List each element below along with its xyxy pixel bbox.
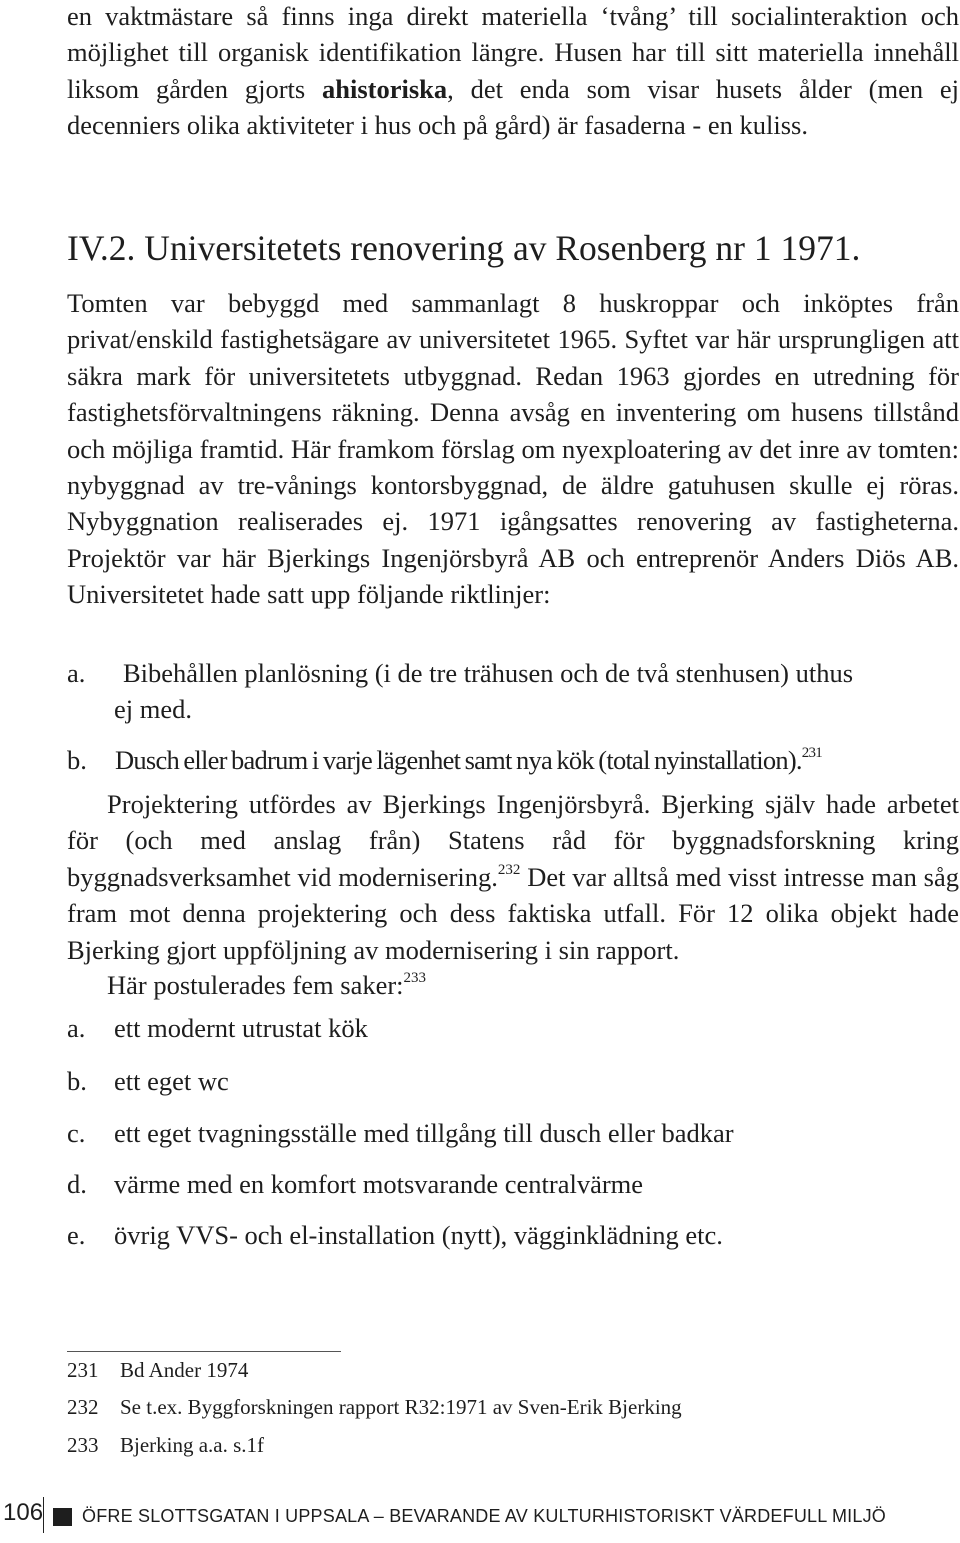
point-marker: a. — [67, 1013, 86, 1043]
guideline-a — [67, 655, 959, 729]
guideline-text-cont: ej med. — [114, 694, 192, 725]
intro-text: en vaktmästare så finns inga direkt materiella ‘tvång’ till socialinteraktion och möjlighet till organisk identifikation längre. Husen har till sitt materiella innehåll liksom gården gjorts — [67, 1, 959, 104]
footnote-ref-233: 233 — [403, 970, 427, 986]
footnote-231 — [67, 1356, 248, 1384]
footnote-ref-232: 232 — [497, 861, 521, 878]
body-paragraph-3 — [67, 967, 959, 1003]
section-heading: IV.2. Universitetets renovering av Rosenberg nr 1 1971. — [67, 228, 861, 268]
intro-bold-term: ahistoriska — [322, 73, 448, 104]
guideline-b — [67, 742, 959, 778]
point-text: övrig VVS- och el-installation (nytt), vägginklädning etc. — [114, 1220, 723, 1250]
square-bullet-icon — [53, 1508, 72, 1526]
footnote-233 — [67, 1431, 264, 1459]
page-footer — [0, 1495, 960, 1535]
point-marker: b. — [67, 1066, 87, 1096]
guideline-text — [115, 742, 822, 778]
point-c — [67, 1115, 959, 1151]
para2-text-cont: Det var alltså med visst intresse man såg fram mot denna projektering och dess faktiska utfall. För 12 olika objekt hade Bjerking gjort uppföljning av modernisering i sin rapport. — [67, 861, 959, 965]
intro-paragraph — [67, 0, 959, 144]
point-text: ett eget tvagningsställe med tillgång till dusch eller badkar — [114, 1118, 734, 1148]
guideline-text: Bibehållen planlösning (i de tre trähusen och de två stenhusen) uthus — [123, 658, 854, 688]
point-marker: d. — [67, 1169, 87, 1199]
footnote-232 — [67, 1393, 682, 1421]
page-number: 106 — [3, 1499, 44, 1526]
guideline-text-main: Dusch eller badrum i varje lägenhet samt nya kök (total nyinstallation). — [115, 745, 802, 775]
footer-divider — [43, 1497, 44, 1533]
footnote-ref-231: 231 — [801, 745, 823, 761]
footnote-number: 233 — [67, 1433, 99, 1457]
point-text: ett eget wc — [114, 1066, 229, 1096]
guideline-marker: b. — [67, 745, 87, 775]
point-marker: c. — [67, 1118, 86, 1148]
para2-text: Projektering utfördes av Bjerkings Ingenjörsbyrå. Bjerking själv hade arbetet för (och med anslag från) Statens råd för byggnadsforskning kring byggnadsverksamhet vid modernisering. — [67, 789, 959, 892]
point-text: ett modernt utrustat kök — [114, 1013, 368, 1043]
footnote-number: 231 — [67, 1358, 99, 1382]
point-b — [67, 1063, 959, 1099]
footnote-divider — [67, 1351, 341, 1352]
body-paragraph-2 — [67, 786, 959, 968]
intro-text-end: , det enda som visar husets ålder (men ej decenniers olika aktiviteter i hus och på gård) är fasaderna - en kuliss. — [67, 73, 959, 141]
running-head: ÖFRE SLOTTSGATAN I UPPSALA – BEVARANDE AV KULTURHISTORISKT VÄRDEFULL MILJÖ — [82, 1506, 886, 1526]
body-paragraph-1: Tomten var bebyggd med sammanlagt 8 huskroppar och inköptes från privat/enskild fastighetsägare av universitetet 1965. Syftet var här ursprungligen att säkra mark för universitetets utbyggnad. Redan 1963 gjordes en utredning för fastighetsförvaltningens räkning. Denna avsåg en inventering om husens tillstånd och möjliga framtid. Här framkom förslag om nyexploatering av det inre av tomten: nybyggnad av tre-vånings kontorsbyggnad, de äldre gatuhusen skulle ej röras. Nybyggnation realiserades ej. 1971 igångsattes renovering av fastigheterna. Projektör var här Bjerkings Ingenjörsbyrå AB och entreprenör Anders Diös AB. Universitetet hade satt upp följande riktlinjer: — [67, 288, 959, 610]
point-marker: e. — [67, 1220, 86, 1250]
footnote-number: 232 — [67, 1395, 99, 1419]
footnote-text: Bjerking a.a. s.1f — [120, 1433, 265, 1457]
guideline-marker: a. — [67, 658, 86, 688]
point-d — [67, 1166, 959, 1202]
footnote-text: Se t.ex. Byggforskningen rapport R32:1971 av Sven-Erik Bjerking — [120, 1395, 682, 1419]
para3-text: Här postulerades fem saker: — [107, 970, 404, 1000]
point-a — [67, 1010, 959, 1046]
point-e — [67, 1217, 959, 1253]
point-text: värme med en komfort motsvarande centralvärme — [114, 1169, 644, 1199]
footnote-text: Bd Ander 1974 — [120, 1358, 249, 1382]
